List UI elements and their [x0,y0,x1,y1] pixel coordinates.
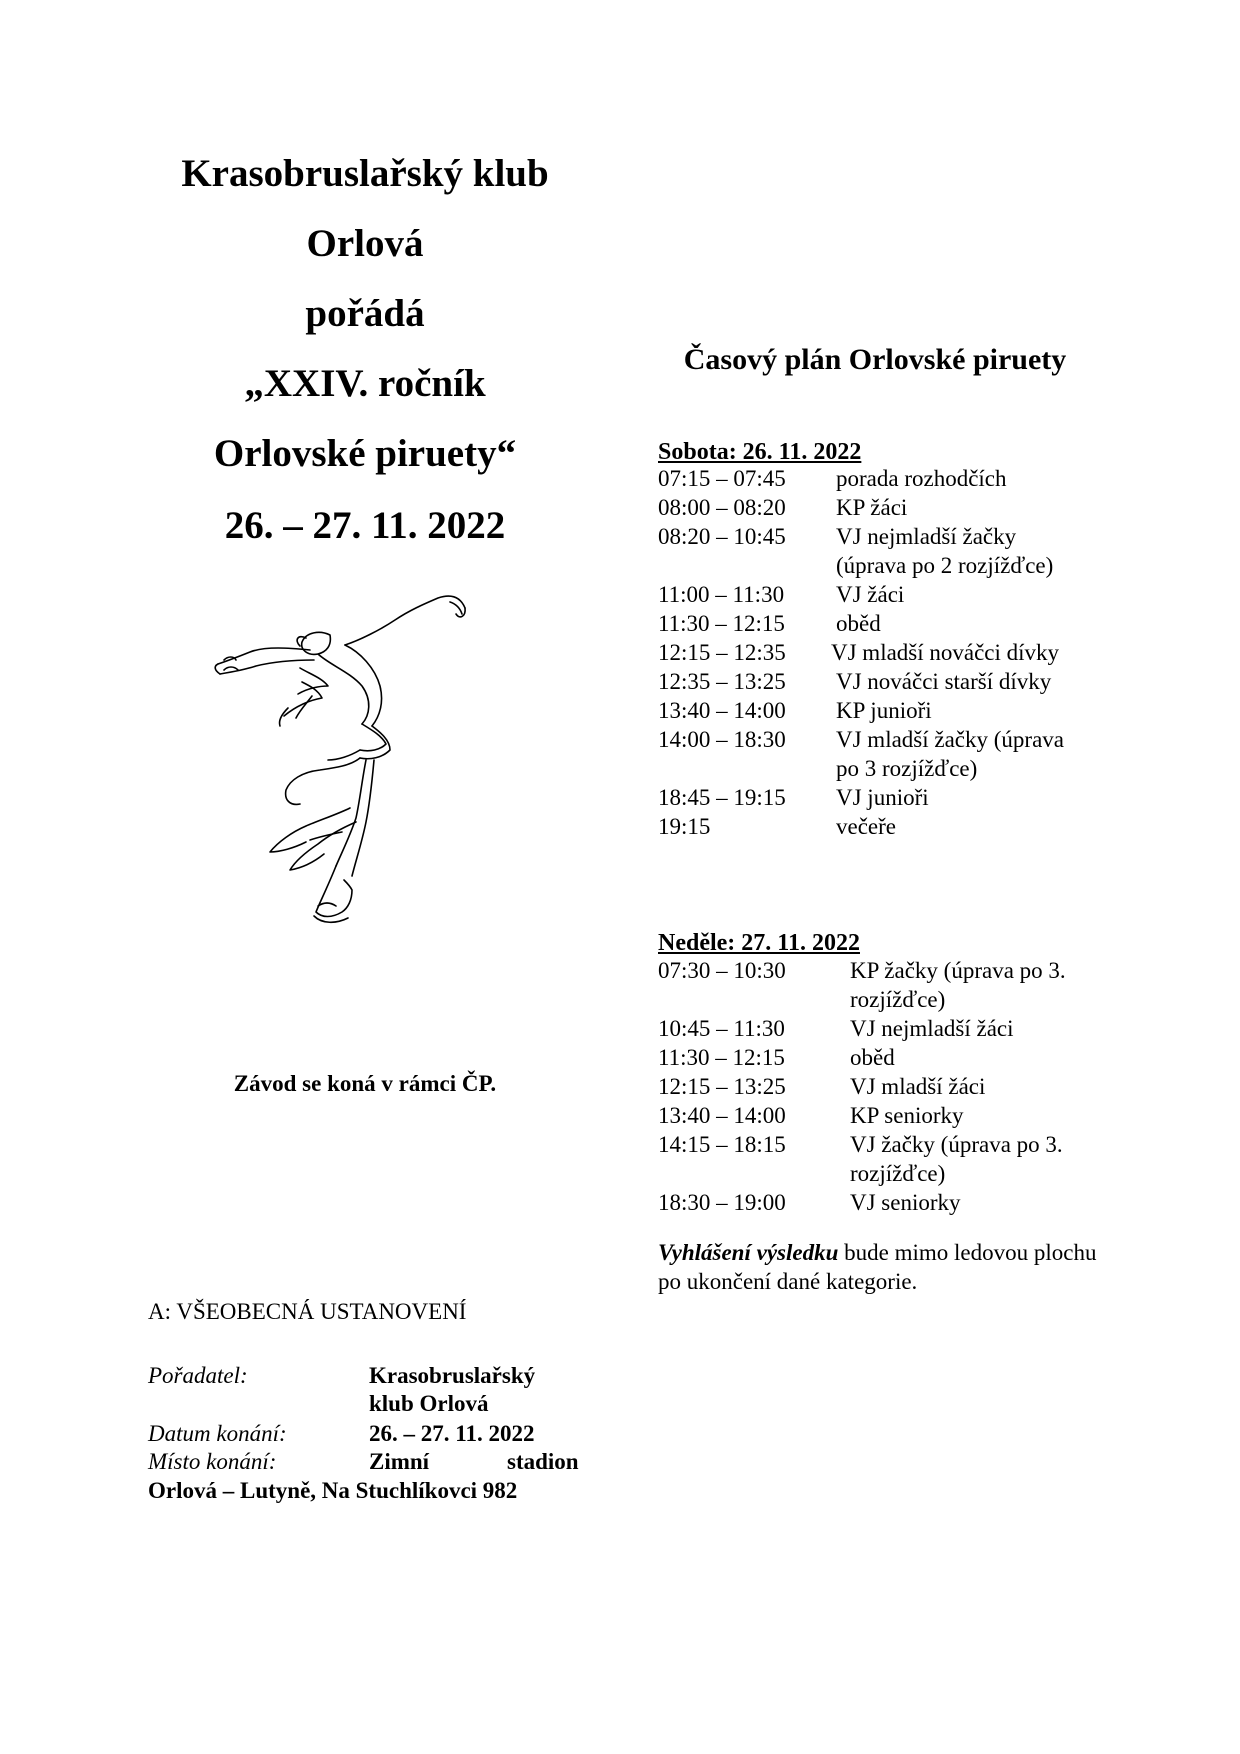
schedule-time: 19:15 [658,814,711,839]
date-value: 26. – 27. 11. 2022 [369,1421,535,1446]
schedule-event: porada rozhodčích [836,466,1007,491]
title-line-2: Orlová [306,222,424,265]
saturday-heading: Sobota: 26. 11. 2022 [658,439,862,465]
place-label: Místo konání: [148,1449,277,1474]
schedule-event: VJ seniorky [850,1190,961,1215]
schedule-event: VJ žačky (úprava po 3. [850,1132,1063,1157]
schedule-time: 13:40 – 14:00 [658,1103,786,1128]
schedule-event-continuation: (úprava po 2 rozjížďce) [836,553,1054,578]
schedule-event: KP seniorky [850,1103,964,1128]
organizer-value-line2: klub Orlová [369,1391,489,1416]
schedule-event: VJ mladší žáci [850,1074,986,1099]
schedule-time: 13:40 – 14:00 [658,698,786,723]
organizer-value-line1: Krasobruslařský [369,1363,536,1388]
schedule-time: 18:45 – 19:15 [658,785,786,810]
schedule-title: Časový plán Orlovské piruety [683,343,1067,376]
schedule-event: KP žačky (úprava po 3. [850,958,1066,983]
title-line-1: Krasobruslařský klub [181,152,549,195]
results-note-text: bude mimo ledovou plochu po ukončení dané kategorie. [658,1240,1097,1294]
schedule-event: VJ žáci [836,582,905,607]
schedule-time: 14:15 – 18:15 [658,1132,786,1157]
schedule-time: 14:00 – 18:30 [658,727,786,752]
schedule-time: 11:00 – 11:30 [658,582,785,607]
schedule-event: VJ mladší žačky (úprava [836,727,1065,752]
schedule-time: 12:15 – 13:25 [658,1074,786,1099]
schedule-event: VJ nováčci starší dívky [836,669,1052,694]
schedule-event-continuation: rozjížďce) [850,1161,946,1186]
schedule-time: 10:45 – 11:30 [658,1016,785,1041]
schedule-event: VJ mladší nováčci dívky [831,640,1060,665]
title-line-6: 26. – 27. 11. 2022 [224,504,506,547]
schedule-event: večeře [836,814,896,839]
schedule-time: 08:20 – 10:45 [658,524,786,549]
results-note-emphasis: Vyhlášení výsledku [658,1240,839,1265]
place-value-word1: Zimní [369,1449,430,1474]
schedule-event: oběd [850,1045,895,1070]
figure-skater-icon [210,590,470,930]
place-value-word2: stadion [507,1449,579,1474]
schedule-event: VJ nejmladší žačky [836,524,1017,549]
schedule-event: KP junioři [836,698,932,723]
schedule-time: 12:15 – 12:35 [658,640,786,665]
schedule-event-continuation: po 3 rozjížďce) [836,756,978,781]
sunday-heading: Neděle: 27. 11. 2022 [658,930,860,956]
schedule-time: 11:30 – 12:15 [658,1045,785,1070]
schedule-time: 11:30 – 12:15 [658,611,785,636]
schedule-event: VJ junioři [836,785,929,810]
schedule-event: VJ nejmladší žáci [850,1016,1014,1041]
schedule-time: 12:35 – 13:25 [658,669,786,694]
general-heading: A: VŠEOBECNÁ USTANOVENÍ [148,1299,467,1324]
title-line-4: „XXIV. ročník [244,362,486,405]
schedule-event: KP žáci [836,495,908,520]
schedule-time: 07:15 – 07:45 [658,466,786,491]
schedule-time: 07:30 – 10:30 [658,958,786,983]
place-address: Orlová – Lutyně, Na Stuchlíkovci 982 [148,1478,518,1503]
race-note: Závod se koná v rámci ČP. [233,1071,497,1096]
date-label: Datum konání: [148,1421,287,1446]
schedule-time: 08:00 – 08:20 [658,495,786,520]
schedule-event-continuation: rozjížďce) [850,987,946,1012]
schedule-event: oběd [836,611,881,636]
organizer-label: Pořadatel: [148,1363,248,1388]
title-line-5: Orlovské piruety“ [213,432,517,475]
title-line-3: pořádá [305,292,425,335]
schedule-time: 18:30 – 19:00 [658,1190,786,1215]
results-note [658,1238,1098,1296]
